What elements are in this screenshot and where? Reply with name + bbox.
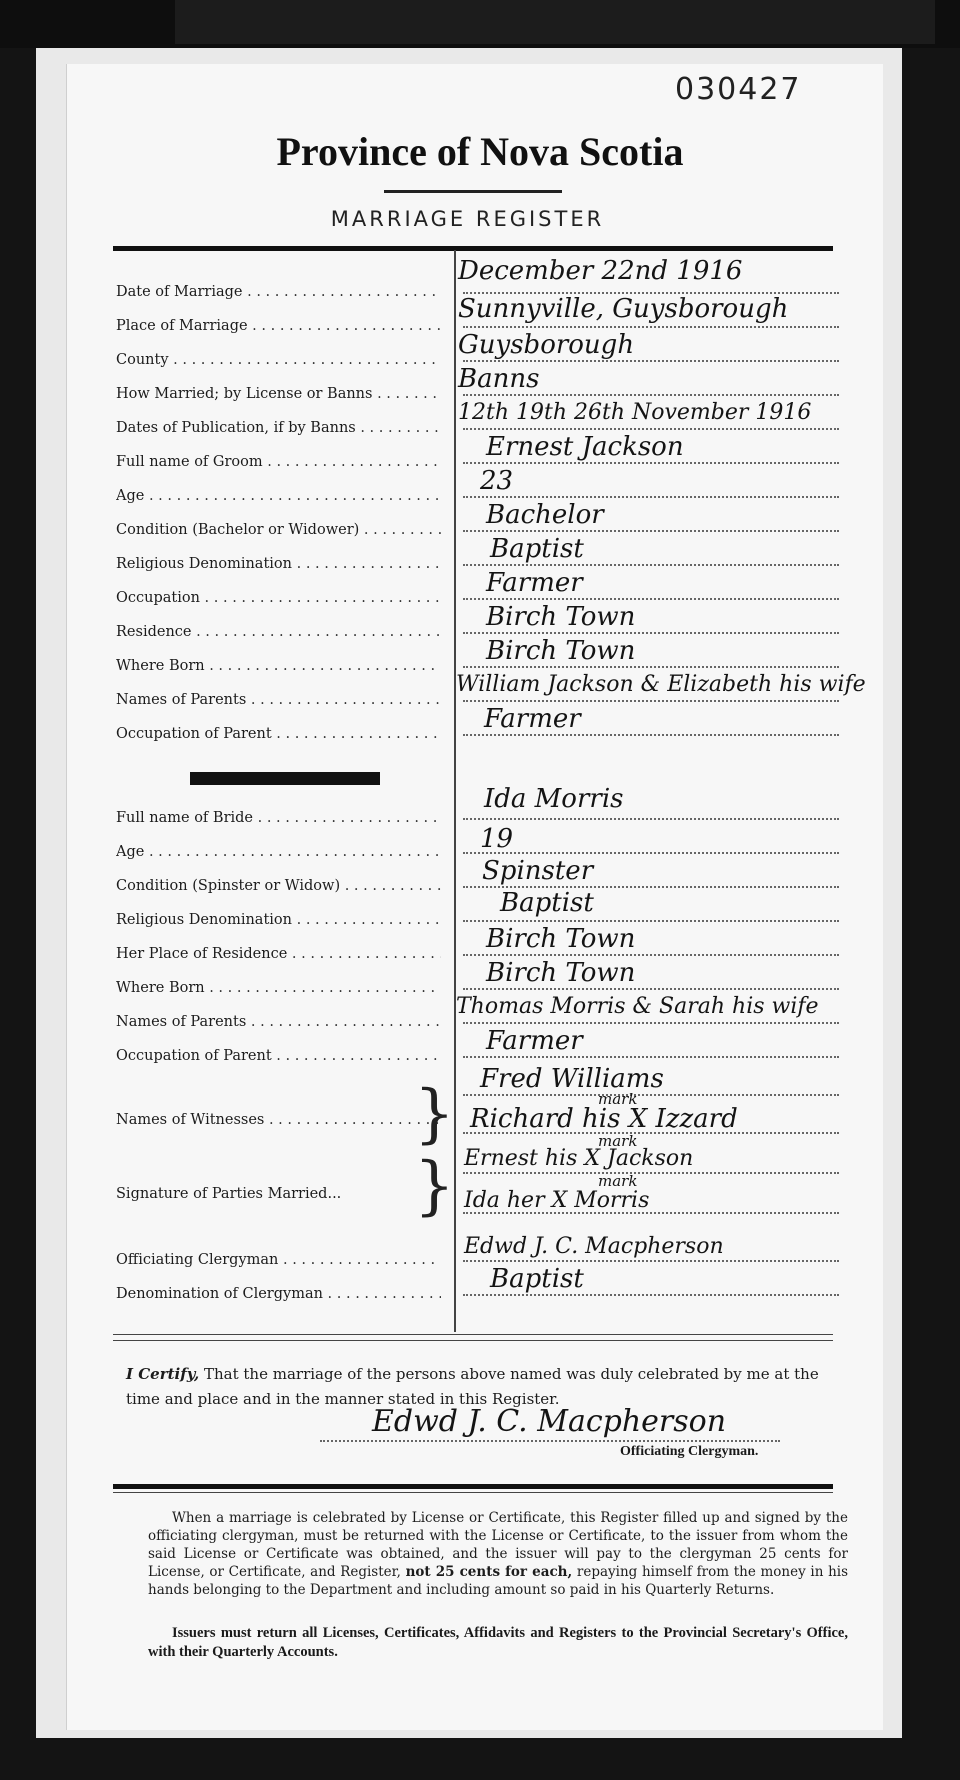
- field-label: Dates of Publication, if by Banns . . .: [116, 420, 441, 436]
- field-line: [463, 462, 839, 464]
- field-value: Birch Town: [486, 924, 636, 954]
- field-value: 12th 19th 26th November 1916: [458, 400, 812, 425]
- clergy-name: Edwd J. C. Macpherson: [464, 1234, 724, 1259]
- field-value: Guysborough: [458, 330, 635, 360]
- field-value: December 22nd 1916: [458, 256, 743, 286]
- title-underline: [384, 190, 562, 193]
- brace-parties: }: [414, 1149, 455, 1223]
- notice-bold-text: not 25 cents for each,: [405, 1564, 573, 1580]
- scan-shadow: [175, 0, 935, 44]
- field-value: Bachelor: [486, 500, 604, 530]
- field-line: [463, 1260, 839, 1262]
- field-line: [463, 1172, 839, 1174]
- page-subtitle: MARRIAGE REGISTER: [330, 207, 605, 231]
- field-line: [463, 394, 839, 396]
- field-line: [463, 852, 839, 854]
- field-line: [463, 496, 839, 498]
- notice-text-end: repaying himself from the money in his hands belonging to the Department and including amount so paid in his Quarterly Returns.: [148, 1564, 849, 1598]
- field-label: Occupation of Parent . . .: [116, 726, 441, 742]
- mark-note: mark: [598, 1090, 638, 1108]
- field-line: [463, 564, 839, 566]
- signature-line: [320, 1440, 780, 1442]
- signature-title: Officiating Clergyman.: [620, 1444, 759, 1459]
- field-label: How Married; by License or Banns . . .: [116, 386, 441, 402]
- clergy-denomination: Baptist: [490, 1264, 584, 1294]
- field-value: Thomas Morris & Sarah his wife: [456, 994, 819, 1019]
- field-value: Birch Town: [486, 958, 636, 988]
- field-line: [463, 666, 839, 668]
- notice-bold-paragraph: Issuers must return all Licenses, Certificates, Affidavits and Registers to the Provincial Secretary's Office, with their Quarterly Accounts.: [148, 1625, 848, 1660]
- field-value: Baptist: [490, 534, 584, 564]
- witnesses-label: Names of Witnesses . . .: [116, 1112, 441, 1128]
- field-value: Banns: [458, 364, 540, 394]
- field-value: Spinster: [482, 856, 594, 886]
- field-value: Ida Morris: [484, 784, 624, 814]
- field-value: William Jackson & Elizabeth his wife: [456, 672, 866, 697]
- field-line: [463, 632, 839, 634]
- field-label: Date of Marriage . . .: [116, 284, 441, 300]
- witness-2: Richard his X Izzard: [470, 1104, 738, 1134]
- field-line: [463, 1056, 839, 1058]
- divider: [113, 1340, 833, 1341]
- field-line: [463, 1094, 839, 1096]
- clergy-signature: Edwd J. C. Macpherson: [372, 1404, 727, 1439]
- document-number: 030427: [675, 72, 802, 107]
- field-label: Occupation . . .: [116, 590, 441, 606]
- field-value: Baptist: [500, 888, 594, 918]
- field-value: Farmer: [484, 704, 581, 734]
- field-label: Condition (Bachelor or Widower) . . .: [116, 522, 441, 538]
- field-value: 23: [480, 466, 514, 496]
- field-line: [463, 326, 839, 328]
- field-label: Full name of Bride . . .: [116, 810, 441, 826]
- field-line: [463, 1022, 839, 1024]
- field-label: Condition (Spinster or Widow) . . .: [116, 878, 441, 894]
- field-value: Farmer: [486, 568, 583, 598]
- field-label: Names of Parents . . .: [116, 692, 441, 708]
- certify-body: That the marriage of the persons above named was duly celebrated by me at the time and place and in the manner stated in this Register.: [126, 1365, 819, 1408]
- field-label: Age . . .: [116, 488, 441, 504]
- field-value: Birch Town: [486, 602, 636, 632]
- notice-text: When a marriage is celebrated by License or Certificate, this Register filled up and signed by the officiating clergyman, must be returned with the License or Certificate, to the issuer from whom the said License or Certificate was obtained, and the issuer will pay to the clergyman 25 cents for License, or Certificate, and Register,: [148, 1510, 848, 1580]
- page-title: Province of Nova Scotia: [276, 129, 684, 174]
- field-label: Religious Denomination . . .: [116, 556, 441, 572]
- field-line: [463, 598, 839, 600]
- field-value: Birch Town: [486, 636, 636, 666]
- field-line: [463, 920, 839, 922]
- redaction-bar: [190, 772, 380, 785]
- field-label: Her Place of Residence . . .: [116, 946, 441, 962]
- footer-rule: [113, 1484, 833, 1489]
- party-groom: Ernest his X Jackson: [464, 1146, 694, 1171]
- field-line: [463, 734, 839, 736]
- field-line: [463, 360, 839, 362]
- footer-rule-thin: [113, 1492, 833, 1493]
- witness-1: Fred Williams: [480, 1064, 664, 1094]
- party-bride: Ida her X Morris: [464, 1188, 650, 1213]
- certify-lead: I Certify,: [126, 1365, 200, 1383]
- field-label: Residence . . .: [116, 624, 441, 640]
- field-line: [463, 700, 839, 702]
- brace-witnesses: }: [414, 1077, 455, 1151]
- field-label: Place of Marriage . . .: [116, 318, 441, 334]
- field-value: 19: [480, 824, 514, 854]
- divider: [113, 1334, 833, 1335]
- field-line: [463, 1294, 839, 1296]
- notice-paragraph: [148, 1509, 848, 1599]
- field-label: Names of Parents . . .: [116, 1014, 441, 1030]
- field-label: Age . . .: [116, 844, 441, 860]
- field-label: Religious Denomination . . .: [116, 912, 441, 928]
- field-line: [463, 818, 839, 820]
- clergy-label: Officiating Clergyman . . .: [116, 1252, 441, 1268]
- field-label: County . . .: [116, 352, 441, 368]
- field-label: Full name of Groom . . .: [116, 454, 441, 470]
- clergy-denomination-label: Denomination of Clergyman . . .: [116, 1286, 441, 1302]
- field-line: [463, 954, 839, 956]
- field-value: Ernest Jackson: [486, 432, 684, 462]
- parties-label: Signature of Parties Married...: [116, 1186, 342, 1202]
- field-label: Where Born . . .: [116, 658, 441, 674]
- mark-note: mark: [598, 1132, 638, 1150]
- field-line: [463, 428, 839, 430]
- field-line: [463, 988, 839, 990]
- mark-note: mark: [598, 1172, 638, 1190]
- field-label: Occupation of Parent . . .: [116, 1048, 441, 1064]
- field-value: Farmer: [486, 1026, 583, 1056]
- field-line: [463, 530, 839, 532]
- header-rule: [113, 246, 833, 251]
- field-value: Sunnyville, Guysborough: [458, 294, 789, 324]
- field-label: Where Born . . .: [116, 980, 441, 996]
